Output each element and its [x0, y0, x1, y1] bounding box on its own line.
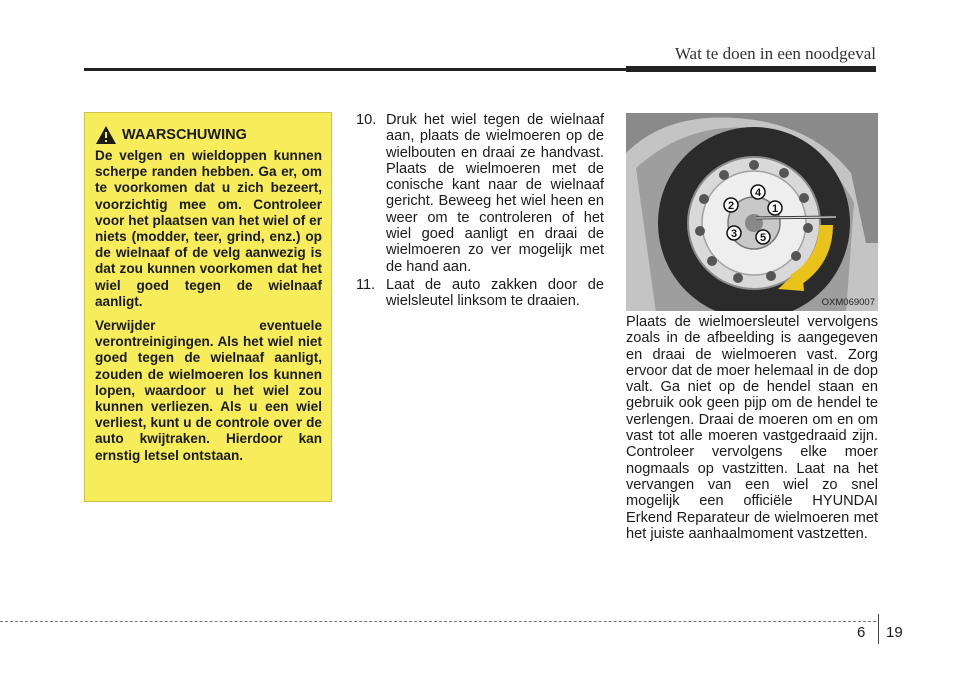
- step-number: 10.: [356, 112, 377, 128]
- step-number: 11.: [356, 276, 376, 293]
- wheel-drawing: [626, 113, 878, 311]
- instruction-steps: [356, 112, 604, 312]
- footer-divider: [878, 614, 879, 644]
- warning-heading: [95, 125, 322, 145]
- instruction-paragraph: Plaats de wielmoersleutel vervolgens zoals in de afbeelding is aangegeven en draai de wielmoeren vast. Zorg ervoor dat de moer helemaal in de dop valt. Ga niet op de hendel staan en gebruik ook geen pijp om de hendel te verlengen. Draai de moeren om en om vast tot alle moeren vastgedraaid zijn. Controleer vervolgens elke moer nogmaals op vastzitten. Laat na het vervangen van een wiel zo snel mogelijk een officiële HYUNDAI Erkend Reparateur de wielmoeren met het juiste aanhaalmoment vastzetten.: [626, 314, 878, 542]
- figure-code: OXM069007: [821, 297, 875, 308]
- chapter-number: 6: [857, 624, 866, 641]
- nut-label: 4: [754, 187, 762, 199]
- header-rule-accent: [626, 66, 876, 72]
- page-header-title: Wat te doen in een noodgeval: [674, 44, 876, 63]
- warning-paragraph-1: De velgen en wieldoppen kunnen scherpe randen hebben. Ga er, om te voorkomen dat u zich bezeert, voorzichtig mee om. Controleer voor het plaatsen van het wiel of er niets (modder, teer, grind, enz.) op de wielnaaf of de velg aanwezig is dat zou kunnen voorkomen dat het wiel goed tegen de wielnaaf aanligt.: [95, 148, 322, 309]
- nut-label: 3: [730, 228, 738, 240]
- step-item: [356, 277, 604, 310]
- step-text: Laat de auto zakken door de wielsleutel linksom te draaien.: [386, 276, 604, 310]
- nut-label: 2: [727, 200, 735, 212]
- footer-rule: [0, 621, 876, 622]
- nut-label: 1: [771, 203, 779, 215]
- warning-triangle-icon: [95, 125, 117, 145]
- warning-box: [84, 112, 332, 502]
- wheel-illustration: [626, 113, 878, 311]
- warning-paragraph-2: Verwijder eventuele verontreinigingen. Als het wiel niet goed tegen de wielnaaf aanligt, zouden de wielmoeren los kunnen lopen, waardoor u het wiel zou kunnen verliezen. Als u een wiel verliest, kunt u de controle over de auto kwijtraken. Hierdoor kan ernstig letsel ontstaan.: [95, 318, 322, 463]
- nut-label: 5: [759, 232, 767, 244]
- step-item: [356, 112, 604, 275]
- warning-title: WAARSCHUWING: [122, 127, 247, 143]
- page-number: 19: [886, 624, 903, 641]
- step-text: Druk het wiel tegen de wielnaaf aan, plaats de wielmoeren op de wielbouten en draai ze handvast. Plaats de wielmoeren met de conische kant naar de wielnaaf gericht. Beweeg het wiel heen en weer om te controleren of het wiel goed aanligt en draai de wielmoeren zo ver mogelijk met de hand aan.: [386, 112, 604, 275]
